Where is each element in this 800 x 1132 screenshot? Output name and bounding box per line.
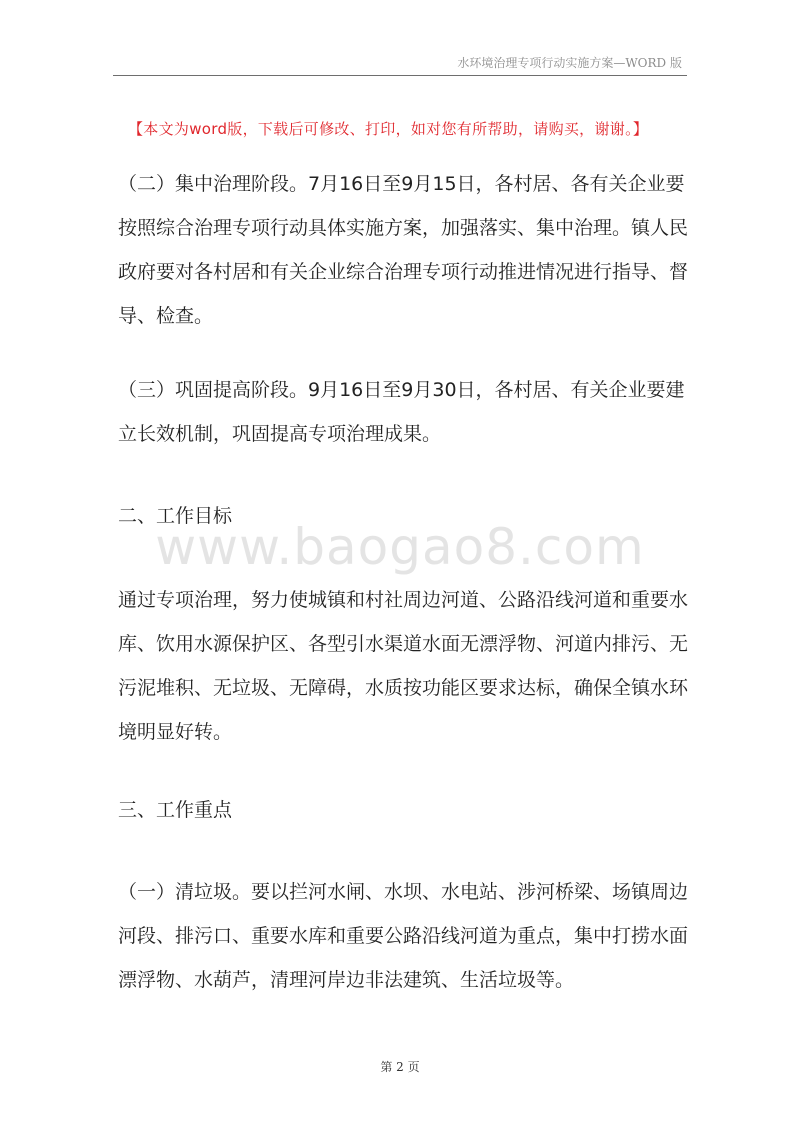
header-title: 水环境治理专项行动实施方案—WORD 版 (457, 56, 682, 70)
paragraph-work-goals: 通过专项治理，努力使城镇和村社周边河道、公路沿线河道和重要水库、饮用水源保护区、各型引水渠道水面无漂浮物、河道内排污、无污泥堆积、无垃圾、无障碍，水质按功能区要求达标，确保全镇水环境明显好转。 (118, 589, 689, 743)
paragraph-consolidation: （三）巩固提高阶段。9月16日至9月30日，各村居、有关企业要建立长效机制，巩固提高专项治理成果。 (118, 379, 685, 445)
section-heading-work-goals: 二、工作目标 (118, 505, 233, 527)
section-heading-work-focus: 三、工作重点 (118, 799, 233, 821)
paragraph-clear-garbage: （一）清垃圾。要以拦河水闸、水坝、水电站、涉河桥梁、场镇周边河段、排污口、重要水库和重要公路沿线河道为重点，集中打捞水面漂浮物、水葫芦，清理河岸边非法建筑、生活垃圾等。 (118, 881, 689, 991)
purchase-notice: 【本文为word版，下载后可修改、打印，如对您有所帮助，请购买，谢谢。】 (128, 120, 649, 138)
header-rule (113, 75, 687, 76)
paragraph-centralized-treatment: （二）集中治理阶段。7月16日至9月15日，各村居、各有关企业要按照综合治理专项行动具体实施方案，加强落实、集中治理。镇人民政府要对各村居和有关企业综合治理专项行动推进情况进行指导、督导、检查。 (118, 173, 689, 327)
page-number: 第 2 页 (380, 1060, 420, 1074)
watermark: www.baogao8.com (155, 518, 645, 576)
